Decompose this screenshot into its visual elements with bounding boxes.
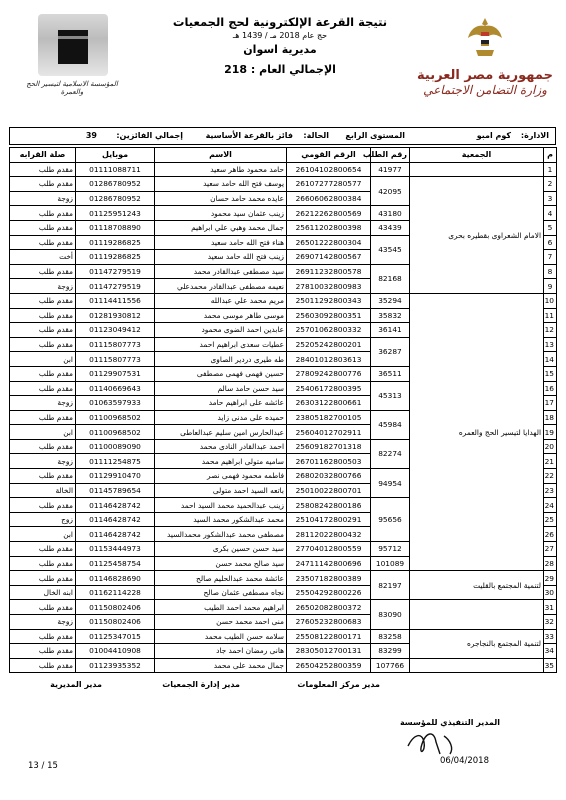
mobile-number: 01286780952 [76, 177, 155, 192]
row-number: 34 [544, 644, 557, 659]
row-number: 6 [544, 235, 557, 250]
person-name: مصطفى محمد عبدالشكور محمدالسيد [155, 527, 287, 542]
signature-titles [0, 680, 566, 700]
mobile-number: 01100968502 [76, 425, 155, 440]
national-id: 26504252800359 [287, 658, 371, 673]
relation: مقدم طلب [10, 206, 76, 221]
relation: مقدم طلب [10, 337, 76, 352]
mobile-number: 01125347015 [76, 629, 155, 644]
national-id: 25808242800186 [287, 498, 371, 513]
ministry-name: وزارة التضامن الاجتماعي [423, 83, 547, 97]
info-center-manager: مدير مركز المعلومات [297, 680, 380, 689]
relation: زوجة [10, 454, 76, 469]
mobile-number: 01115807773 [76, 337, 155, 352]
mobile-number: 01115807773 [76, 352, 155, 367]
national-id: 25205242800201 [287, 337, 371, 352]
person-name: باتعه السيد احمد متولى [155, 483, 287, 498]
row-number: 35 [544, 658, 557, 673]
request-number: 43439 [371, 220, 410, 235]
foundation-logo-text: المؤسسة الاسلامية لتيسير الحج والعمرة [26, 80, 118, 96]
row-number: 29 [544, 571, 557, 586]
association-name: الهدايا لتيسير الحج والعمره [410, 293, 544, 570]
mobile-number: 01162114228 [76, 585, 155, 600]
national-id: 25603092800351 [287, 308, 371, 323]
mobile-number: 01146428742 [76, 498, 155, 513]
person-name: جمال محمد وهبي علي ابراهيم [155, 220, 287, 235]
national-id: 26303122800661 [287, 396, 371, 411]
request-number: 43180 [371, 206, 410, 221]
relation: زوجة [10, 615, 76, 630]
admin-value: كوم امبو [476, 131, 511, 140]
relation: ابن [10, 425, 76, 440]
person-name: حامد محمود طاهر سعيد [155, 162, 287, 177]
person-name: حسين فهمى فهمى مصطفى [155, 366, 287, 381]
request-number: 94954 [371, 469, 410, 498]
row-number: 25 [544, 512, 557, 527]
national-id: 28401012803613 [287, 352, 371, 367]
national-id: 27704012800559 [287, 542, 371, 557]
table-row [10, 293, 557, 308]
status-value: فائز بالقرعة الأساسية [205, 131, 293, 140]
winners-value: 39 [85, 131, 97, 140]
person-name: جمال محمد على محمد [155, 658, 287, 673]
table-row [10, 629, 557, 644]
row-number: 3 [544, 191, 557, 206]
person-name: ابراهيم محمد احمد الطيب [155, 600, 287, 615]
table-row [10, 600, 557, 615]
national-id: 25609182701318 [287, 439, 371, 454]
header-titles [160, 14, 400, 78]
relation: مقدم طلب [10, 629, 76, 644]
person-name: ساميه متولى ابراهيم محمد [155, 454, 287, 469]
winners-label: إجمالي الفائزين: [116, 131, 183, 140]
request-number: 82168 [371, 264, 410, 293]
relation: مقدم طلب [10, 308, 76, 323]
row-number: 7 [544, 250, 557, 265]
directorate-manager: مدير المديرية [50, 680, 102, 689]
mobile-number: 01146428742 [76, 512, 155, 527]
national-id: 23805182700105 [287, 410, 371, 425]
person-name: سيد حسن حامد سالم [155, 381, 287, 396]
mobile-number: 01147279519 [76, 264, 155, 279]
person-name: نجاه مصطفى عثمان صالح [155, 585, 287, 600]
person-name: عايده محمد حامد حسان [155, 191, 287, 206]
level-label: المستوى الرابع [345, 131, 405, 140]
mobile-number: 01140669643 [76, 381, 155, 396]
national-id: 28112022800432 [287, 527, 371, 542]
national-id: 26911232800578 [287, 264, 371, 279]
relation: مقدم طلب [10, 293, 76, 308]
national-id: 26802032800766 [287, 469, 371, 484]
admin-label: الادارة: [520, 131, 549, 140]
column-header-num: م [544, 148, 557, 163]
national-id: 25406172800395 [287, 381, 371, 396]
table-row [10, 658, 557, 673]
person-name: زينب فتح الله حامد سعيد [155, 250, 287, 265]
row-number: 11 [544, 308, 557, 323]
person-name: محمد عبدالشكور محمد السيد [155, 512, 287, 527]
request-number: 95656 [371, 498, 410, 542]
column-header-mobile: موبايل [76, 148, 155, 163]
person-name: يوسف فتح الله حامد سعيد [155, 177, 287, 192]
person-name: سلامه حسن الطيب محمد [155, 629, 287, 644]
row-number: 31 [544, 600, 557, 615]
request-number: 41977 [371, 162, 410, 177]
hajj-foundation-logo [16, 14, 128, 102]
national-id: 25010022800701 [287, 483, 371, 498]
mobile-number: 01145789654 [76, 483, 155, 498]
national-id: 25508122800171 [287, 629, 371, 644]
relation: ابن [10, 527, 76, 542]
mobile-number: 01125951243 [76, 206, 155, 221]
row-number: 8 [544, 264, 557, 279]
request-number: 82274 [371, 439, 410, 468]
row-number: 23 [544, 483, 557, 498]
row-number: 4 [544, 206, 557, 221]
request-number: 83299 [371, 644, 410, 659]
national-id: 25701062800332 [287, 323, 371, 338]
mobile-number: 01119286825 [76, 250, 155, 265]
request-number: 36511 [371, 366, 410, 381]
national-id: 23507182800389 [287, 571, 371, 586]
national-id: 25611202800398 [287, 220, 371, 235]
request-number: 83258 [371, 629, 410, 644]
row-number: 10 [544, 293, 557, 308]
request-number: 101089 [371, 556, 410, 571]
person-name: عطيات سعدى ابراهيم احمد [155, 337, 287, 352]
request-number: 95712 [371, 542, 410, 557]
row-number: 1 [544, 162, 557, 177]
mobile-number: 01100089090 [76, 439, 155, 454]
person-name: مريم محمد علي عبدالله [155, 293, 287, 308]
national-id: 25011292800343 [287, 293, 371, 308]
relation: مقدم طلب [10, 571, 76, 586]
row-number: 17 [544, 396, 557, 411]
mobile-number: 01150802406 [76, 600, 155, 615]
request-number: 42095 [371, 177, 410, 206]
grand-total: الإجمالي العام : 218 [224, 63, 336, 76]
request-number: 35294 [371, 293, 410, 308]
row-number: 33 [544, 629, 557, 644]
national-id: 28305012700131 [287, 644, 371, 659]
mobile-number: 01150802406 [76, 615, 155, 630]
row-number: 26 [544, 527, 557, 542]
relation: مقدم طلب [10, 381, 76, 396]
national-id: 25104172800291 [287, 512, 371, 527]
country-name: جمهورية مصر العربية [417, 68, 553, 83]
mobile-number: 01129907531 [76, 366, 155, 381]
relation: مقدم طلب [10, 498, 76, 513]
association-name [410, 162, 544, 177]
request-number: 83090 [371, 600, 410, 629]
relation: مقدم طلب [10, 177, 76, 192]
person-name: طه طيرى دردير الصاوى [155, 352, 287, 367]
mobile-number: 01129910470 [76, 469, 155, 484]
directorate-name: مديرية اسوان [243, 43, 317, 56]
request-number: 36287 [371, 337, 410, 366]
person-name: احمد عبدالقادر النادى محمد [155, 439, 287, 454]
mobile-number: 01118708890 [76, 220, 155, 235]
relation: مقدم طلب [10, 556, 76, 571]
winners-table [9, 147, 557, 673]
table-row [10, 571, 557, 586]
person-name: نعيمه مصطفى عبدالقادر محمدعلي [155, 279, 287, 294]
mobile-number: 01281930812 [76, 308, 155, 323]
column-header-relation: صلة القرابه [10, 148, 76, 163]
page-header [0, 0, 566, 125]
mobile-number: 01123049412 [76, 323, 155, 338]
page-number: 13 / 15 [28, 761, 58, 771]
mobile-number: 01146428742 [76, 527, 155, 542]
relation: مقدم طلب [10, 220, 76, 235]
mobile-number: 01111254875 [76, 454, 155, 469]
mobile-number: 01063597933 [76, 396, 155, 411]
mobile-number: 01114411556 [76, 293, 155, 308]
mobile-number: 01147279519 [76, 279, 155, 294]
relation: زوج [10, 512, 76, 527]
document-title: نتيجة القرعة الإلكترونية لحج الجمعيات [172, 15, 388, 29]
mobile-number: 01100968502 [76, 410, 155, 425]
person-name: زينب عثمان سيد محمود [155, 206, 287, 221]
national-id: 26104102800654 [287, 162, 371, 177]
person-name: موسى طاهر موسى محمد [155, 308, 287, 323]
national-id: 27810032800983 [287, 279, 371, 294]
row-number: 32 [544, 615, 557, 630]
relation: زوجة [10, 191, 76, 206]
national-id: 26701162800503 [287, 454, 371, 469]
national-id: 26502082800372 [287, 600, 371, 615]
row-number: 22 [544, 469, 557, 484]
relation: مقدم طلب [10, 469, 76, 484]
row-number: 9 [544, 279, 557, 294]
table-row [10, 162, 557, 177]
relation: أخت [10, 250, 76, 265]
national-id: 25604012702911 [287, 425, 371, 440]
mobile-number: 01146828690 [76, 571, 155, 586]
mobile-number: 01119286825 [76, 235, 155, 250]
request-number: 45313 [371, 381, 410, 410]
person-name: عابدين احمد الضوى محمود [155, 323, 287, 338]
info-bar [9, 127, 556, 145]
national-id: 25504292800226 [287, 585, 371, 600]
request-number: 45984 [371, 410, 410, 439]
person-name: حميده على مدنى زايد [155, 410, 287, 425]
row-number: 5 [544, 220, 557, 235]
national-id: 26501222800304 [287, 235, 371, 250]
row-number: 28 [544, 556, 557, 571]
table-header-row [10, 148, 557, 163]
association-name: لتنمية المجتمع بالنجاجره [410, 629, 544, 658]
column-header-national-id: الرقم القومي [287, 148, 371, 163]
mobile-number: 01123935352 [76, 658, 155, 673]
mobile-number: 01125458754 [76, 556, 155, 571]
relation: ابن [10, 352, 76, 367]
relation: مقدم طلب [10, 542, 76, 557]
table-row [10, 177, 557, 192]
request-number: 43545 [371, 235, 410, 264]
relation: مقدم طلب [10, 600, 76, 615]
status-label: الحالة: [303, 131, 329, 140]
person-name: فاطمه محمود فهمى نصر [155, 469, 287, 484]
national-id: 26107277280577 [287, 177, 371, 192]
relation: مقدم طلب [10, 235, 76, 250]
eagle-emblem-icon [466, 16, 504, 60]
relation: ابنه الخال [10, 585, 76, 600]
relation: زوجة [10, 396, 76, 411]
relation: الخالة [10, 483, 76, 498]
person-name: سيد صالح محمد حسن [155, 556, 287, 571]
row-number: 16 [544, 381, 557, 396]
associations-manager: مدير إدارة الجمعيات [162, 680, 240, 689]
relation: مقدم طلب [10, 439, 76, 454]
person-name: سيد حسن حسين بكرى [155, 542, 287, 557]
column-header-name: الاسم [155, 148, 287, 163]
national-id: 26907142800567 [287, 250, 371, 265]
row-number: 14 [544, 352, 557, 367]
person-name: سيد مصطفى عبدالقادر محمد [155, 264, 287, 279]
row-number: 19 [544, 425, 557, 440]
national-id: 27605232800683 [287, 615, 371, 630]
national-id: 26212262800569 [287, 206, 371, 221]
request-number: 82197 [371, 571, 410, 600]
person-name: زينب عبدالحميد محمد السيد احمد [155, 498, 287, 513]
relation: مقدم طلب [10, 323, 76, 338]
row-number: 21 [544, 454, 557, 469]
row-number: 27 [544, 542, 557, 557]
row-number: 30 [544, 585, 557, 600]
association-name [410, 658, 544, 673]
relation: مقدم طلب [10, 162, 76, 177]
person-name: هناء فتح الله حامد سعيد [155, 235, 287, 250]
national-id: 24711142800696 [287, 556, 371, 571]
executive-manager: المدير التنفيذي للمؤسسة [399, 718, 500, 727]
person-name: هانى رمضان احمد جاد [155, 644, 287, 659]
relation: مقدم طلب [10, 264, 76, 279]
row-number: 18 [544, 410, 557, 425]
row-number: 24 [544, 498, 557, 513]
mobile-number: 01286780952 [76, 191, 155, 206]
hajj-year: حج عام 2018 مـ / 1439 هـ [232, 31, 328, 40]
column-header-association: الجمعية [410, 148, 544, 163]
association-name: الامام الشعراوى بقطيره بحرى [410, 177, 544, 294]
ministry-logo [416, 16, 554, 97]
relation: مقدم طلب [10, 410, 76, 425]
association-name [410, 600, 544, 629]
mobile-number: 01004410908 [76, 644, 155, 659]
national-id: 26606062800384 [287, 191, 371, 206]
national-id: 27809242800776 [287, 366, 371, 381]
person-name: عائشة محمد عبدالحليم صالح [155, 571, 287, 586]
request-number: 36141 [371, 323, 410, 338]
mobile-number: 01153444973 [76, 542, 155, 557]
row-number: 20 [544, 439, 557, 454]
relation: مقدم طلب [10, 644, 76, 659]
row-number: 12 [544, 323, 557, 338]
relation: زوجة [10, 279, 76, 294]
request-number: 35832 [371, 308, 410, 323]
relation: مقدم طلب [10, 658, 76, 673]
request-number: 107766 [371, 658, 410, 673]
kaaba-image [38, 14, 108, 76]
row-number: 15 [544, 366, 557, 381]
print-date: 06/04/2018 [440, 756, 489, 766]
relation: مقدم طلب [10, 366, 76, 381]
person-name: عائشه على ابراهيم حامد [155, 396, 287, 411]
association-name: لتنمية المجتمع بالقليت [410, 571, 544, 600]
column-header-request: رقم الطلب [371, 148, 410, 163]
person-name: عبدالحارس امين سليم عبدالعاطى [155, 425, 287, 440]
mobile-number: 01111088711 [76, 162, 155, 177]
row-number: 2 [544, 177, 557, 192]
person-name: منى احمد محمد حسن [155, 615, 287, 630]
row-number: 13 [544, 337, 557, 352]
